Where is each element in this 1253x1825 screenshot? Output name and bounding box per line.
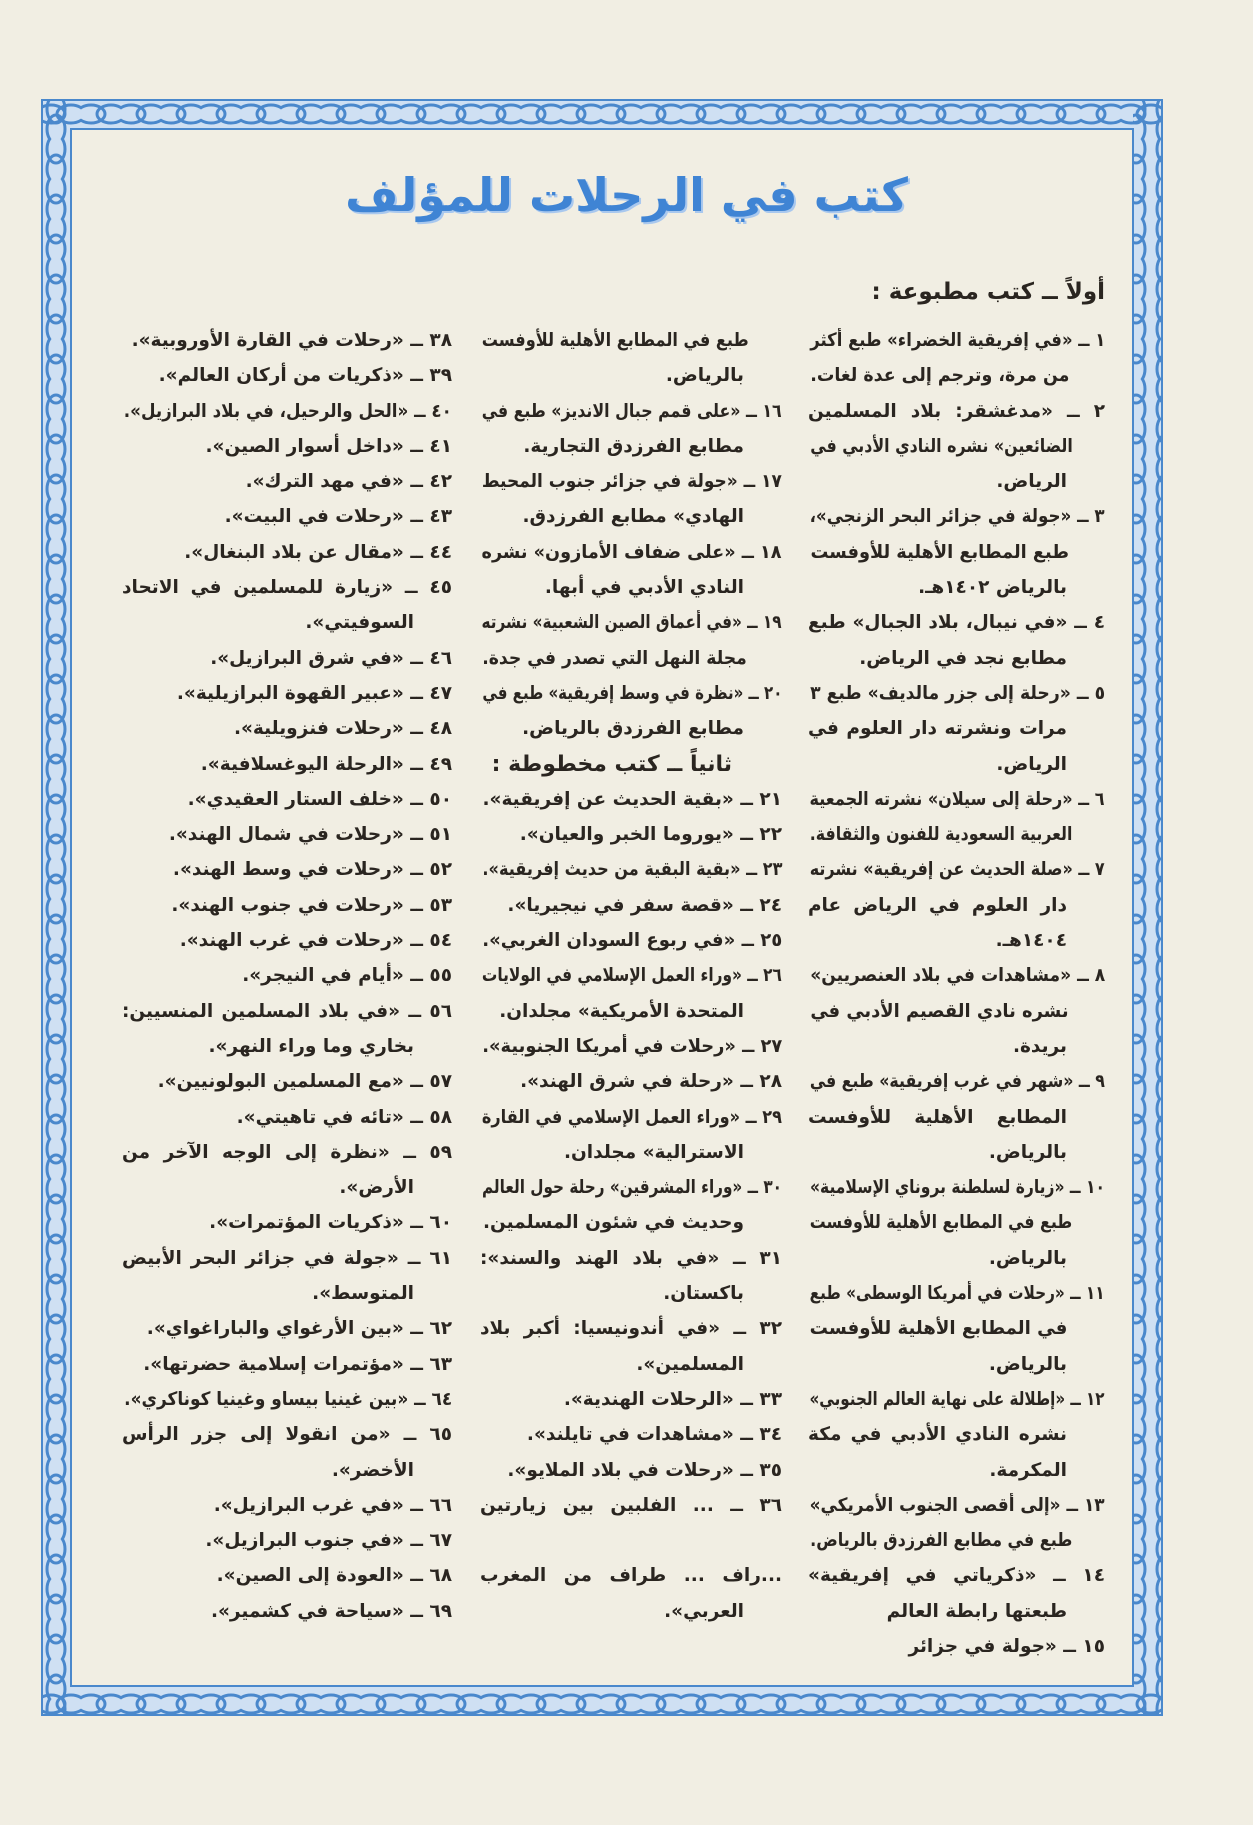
- book-entry-title-line: ٢٩ ــ «وراء العمل الإسلامي في القارة: [481, 1106, 782, 1128]
- book-entry-title-line: ٢٥ ــ «في ربوع السودان الغربي».: [482, 930, 782, 952]
- book-entry-title-line: ٤٧ ــ «عبير القهوة البرازيلية».: [176, 682, 452, 704]
- book-entry: [808, 499, 1105, 605]
- book-entry-continuation-line: الرياض.: [996, 471, 1067, 493]
- book-entry: [480, 1382, 782, 1417]
- book-entry: [122, 1205, 452, 1240]
- book-entry: [480, 1064, 782, 1099]
- book-entry-title-line: ٢٢ ــ «يوروما الخبر والعيان».: [519, 824, 782, 846]
- book-entry: [480, 323, 782, 394]
- book-entry-continuation-line: بالرياض.: [988, 1247, 1067, 1269]
- book-entry-title-line: ٦٠ ــ «ذكريات المؤتمرات».: [209, 1212, 452, 1234]
- book-entry: [122, 394, 452, 429]
- book-entry-title-line: ٤٢ ــ «في مهد الترك».: [245, 471, 452, 493]
- book-entry-continuation-line: المتحدة الأمريكية» مجلدان.: [499, 1000, 744, 1022]
- book-entry-continuation-line: العربية السعودية للفنون والثقافة.: [809, 824, 1073, 846]
- book-entry: [480, 1311, 782, 1382]
- book-entry-continuation-line: طبعتها رابطة العالم: [886, 1600, 1067, 1622]
- book-entry-continuation-line: بالرياض.: [988, 1353, 1067, 1375]
- book-entry-continuation-line: ١٤٠٤هـ.: [995, 930, 1067, 952]
- book-entry: [122, 676, 452, 711]
- book-entry: [808, 323, 1105, 394]
- book-entry: [122, 1347, 452, 1382]
- book-entry-title-line: ١٧ ــ «جولة في جزائر جنوب المحيط: [482, 471, 782, 493]
- book-entry: [122, 1241, 452, 1312]
- book-entry: [480, 464, 782, 535]
- book-entry: [122, 1523, 452, 1558]
- book-entry-title-line: ١ ــ «في إفريقية الخضراء» طبع أكثر: [809, 330, 1105, 351]
- book-entry-continuation-line: النادي الأدبي في أبها.: [544, 577, 744, 599]
- book-entry: [808, 1629, 1105, 1664]
- book-entry-title-line: ٦٣ ــ «مؤتمرات إسلامية حضرتها».: [143, 1353, 452, 1375]
- book-entry-continuation-line: من مرة، وترجم إلى عدة لغات.: [810, 365, 1070, 387]
- book-entry-title-line: ٩ ــ «شهر في غرب إفريقية» طبع في: [810, 1071, 1105, 1093]
- book-entry: [122, 570, 452, 641]
- book-entry-continuation-line: نشره النادي الأدبي في مكة: [808, 1424, 1067, 1446]
- book-entry-title-line: ٥٨ ــ «تائه في تاهيتي».: [236, 1106, 452, 1128]
- book-entry-title-line: ١٥ ــ «جولة في جزائر: [908, 1635, 1105, 1657]
- book-entry: [122, 1311, 452, 1346]
- book-entry: [480, 1558, 782, 1629]
- book-entry-title-line: ٦٨ ــ «العودة إلى الصين».: [216, 1565, 452, 1587]
- book-entry-title-line: ٤٩ ــ «الرحلة اليوغسلافية».: [200, 753, 452, 775]
- book-entry-title-line: ٥٣ ــ «رحلات في جنوب الهند».: [171, 894, 452, 916]
- book-entry-continuation-line: مطابع الفرزدق بالرياض.: [522, 718, 744, 740]
- book-entry-continuation-line: بالرياض.: [988, 1141, 1067, 1163]
- book-entry-title-line: ٥٠ ــ «خلف الستار العقيدي».: [187, 788, 452, 810]
- book-entry-continuation-line: المطابع الأهلية للأوفست: [808, 1106, 1067, 1128]
- book-entry-title-line: ١٨ ــ «على ضفاف الأمازون» نشره: [481, 541, 782, 563]
- book-entry: [480, 676, 782, 747]
- book-entry-title-line: ٤٣ ــ «رحلات في البيت».: [224, 506, 452, 528]
- book-entry-title-line: ٤٠ ــ «الحل والرحيل، في بلاد البرازيل».: [123, 400, 452, 422]
- book-entry-title-line: ٥ ــ «رحلة إلى جزر مالديف» طبع ٣: [809, 682, 1105, 704]
- book-entry-continuation-line: بريدة.: [1012, 1035, 1067, 1057]
- book-entry: [480, 535, 782, 606]
- book-entry: [122, 429, 452, 464]
- book-entry: [480, 605, 782, 676]
- book-entry-title-line: ٥٢ ــ «رحلات في وسط الهند».: [172, 859, 452, 881]
- book-entry-continuation-line: باكستان.: [663, 1283, 744, 1305]
- book-entry-continuation-line: الهادي» مطابع الفرزدق.: [522, 506, 744, 528]
- book-entry-title-line: ٤٥ ــ «زيارة للمسلمين في الاتحاد: [122, 577, 452, 599]
- book-entry-continuation-line: نشره نادي القصيم الأدبي في: [810, 1000, 1069, 1022]
- book-entry-title-line: ٢٦ ــ «وراء العمل الإسلامي في الولايات: [481, 965, 782, 987]
- book-entry: [122, 499, 452, 534]
- book-entry: [122, 923, 452, 958]
- book-entry-title-line: ٣١ ــ «في بلاد الهند والسند»:: [480, 1247, 782, 1269]
- book-entry-title-line: ٤ ــ «في نيبال، بلاد الجبال» طبع: [808, 612, 1105, 634]
- printed-books-column: [808, 270, 1105, 1664]
- book-entry-title-line: ٢٣ ــ «بقية البقية من حديث إفريقية».: [482, 859, 782, 881]
- book-entry-continuation-line: طبع في مطابع الفرزدق بالرياض.: [809, 1530, 1073, 1552]
- book-entry: [808, 852, 1105, 958]
- book-entry-continuation-line: في المطابع الأهلية للأوفست: [809, 1318, 1068, 1340]
- book-entry-continuation-line: بخاري وما وراء النهر».: [208, 1035, 414, 1057]
- book-entry-continuation-line: الضائعين» نشره النادي الأدبي في: [809, 435, 1073, 457]
- book-entry-continuation-line: المكرمة.: [989, 1459, 1067, 1481]
- book-entry-title-line: ٤٨ ــ «رحلات فنزويلية».: [233, 718, 452, 740]
- book-entry-title-line: ٣٣ ــ «الرحلات الهندية».: [563, 1388, 782, 1410]
- book-entry-title-line: ٣٥ ــ «رحلات في بلاد الملايو».: [507, 1459, 782, 1481]
- book-entry-title-line: طبع في المطابع الأهلية للأوفست: [482, 330, 749, 351]
- book-entry-title-line: ٥١ ــ «رحلات في شمال الهند».: [168, 824, 452, 846]
- book-entry-title-line: ٣٠ ــ «وراء المشرقين» رحلة حول العالم: [481, 1177, 782, 1199]
- book-entry: [480, 394, 782, 465]
- book-entry-continuation-line: الأرض».: [339, 1177, 414, 1199]
- book-entry: [122, 535, 452, 570]
- book-entry: [480, 852, 782, 887]
- book-entry-continuation-line: وحديث في شئون المسلمين.: [482, 1212, 744, 1234]
- book-entry-title-line: ...راف ... طراف من المغرب: [480, 1565, 782, 1587]
- book-entry-continuation-line: السوفيتي».: [305, 612, 414, 634]
- book-entry-title-line: ١١ ــ «رحلات في أمريكا الوسطى» طبع: [809, 1283, 1105, 1305]
- book-entry: [480, 1241, 782, 1312]
- book-entry-title-line: ٦١ ــ «جولة في جزائر البحر الأبيض: [122, 1247, 452, 1269]
- book-entry: [808, 958, 1105, 1064]
- book-entry-title-line: ٢٠ ــ «نظرة في وسط إفريقية» طبع في: [482, 682, 782, 704]
- book-entry: [122, 888, 452, 923]
- book-entry: [122, 1594, 452, 1629]
- book-entry: [808, 394, 1105, 500]
- book-entry: [480, 923, 782, 958]
- book-entry-continuation-line: دار العلوم في الرياض عام: [808, 894, 1067, 916]
- book-entry: [808, 1488, 1105, 1559]
- book-entry-title-line: ٣٨ ــ «رحلات في القارة الأوروبية».: [131, 330, 452, 351]
- book-entry: [122, 1382, 452, 1417]
- book-entry-title-line: ٢١ ــ «بقية الحديث عن إفريقية».: [482, 788, 782, 810]
- book-entry-continuation-line: طبع المطابع الأهلية للأوفست: [810, 541, 1069, 563]
- book-entry-title-line: ٥٦ ــ «في بلاد المسلمين المنسيين:: [122, 1000, 452, 1022]
- book-entry: [122, 817, 452, 852]
- book-entry-title-line: ٣٦ ــ ... الفلبين بين زيارتين: [480, 1494, 782, 1516]
- book-entry-title-line: ٥٥ ــ «أيام في النيجر».: [242, 965, 452, 987]
- book-entry-title-line: ٥٤ ــ «رحلات في غرب الهند».: [179, 930, 452, 952]
- book-entry-title-line: ١٩ ــ «في أعماق الصين الشعبية» نشرته: [482, 612, 782, 634]
- book-entry: [122, 1135, 452, 1206]
- book-entry-continuation-line: طبع في المطابع الأهلية للأوفست: [810, 1212, 1073, 1234]
- book-entry-title-line: ٣٢ ــ «في أندونيسيا: أكبر بلاد: [480, 1318, 782, 1340]
- book-entry: [480, 1488, 782, 1559]
- book-entry-title-line: ٣ ــ «جولة في جزائر البحر الزنجي»،: [810, 506, 1105, 528]
- book-entry: [122, 782, 452, 817]
- book-entry: [480, 782, 782, 817]
- book-entry: [808, 605, 1105, 676]
- book-entry: [122, 323, 452, 358]
- book-entry-title-line: ٣٤ ــ «مشاهدات في تايلند».: [526, 1424, 782, 1446]
- book-entry-title-line: ٦ ــ «رحلة إلى سيلان» نشرته الجمعية: [810, 788, 1105, 810]
- book-entry-continuation-line: مطابع نجد في الرياض.: [859, 647, 1067, 669]
- book-entry-title-line: ٨ ــ «مشاهدات في بلاد العنصريين»: [809, 965, 1105, 987]
- book-entry-title-line: ٢٧ ــ «رحلات في أمريكا الجنوبية».: [481, 1035, 782, 1057]
- book-entry: [480, 1029, 782, 1064]
- book-entry: [480, 1453, 782, 1488]
- section-heading-printed-books: أولاً ــ كتب مطبوعة :: [871, 279, 1105, 305]
- book-entry-continuation-line: [480, 1523, 782, 1558]
- book-entry: [808, 1170, 1105, 1276]
- book-entry-title-line: ٦٥ ــ «من انقولا إلى جزر الرأس: [122, 1424, 452, 1446]
- book-entry: [122, 464, 452, 499]
- middle-column: [480, 323, 782, 1629]
- manuscripts-left-column: [122, 323, 452, 1629]
- book-entry: [808, 1382, 1105, 1488]
- book-entry-continuation-line: بالرياض ١٤٠٢هـ.: [918, 577, 1067, 599]
- book-entry: [808, 1276, 1105, 1382]
- book-entry: [122, 1558, 452, 1593]
- book-entry-continuation-line: بالرياض.: [665, 365, 744, 387]
- book-entry: [122, 1100, 452, 1135]
- book-entry: [122, 994, 452, 1065]
- book-entry-title-line: ١٢ ــ «إطلالة على نهاية العالم الجنوبي»: [809, 1388, 1105, 1410]
- book-entry-continuation-line: الرياض.: [996, 753, 1067, 775]
- book-entry: [122, 1488, 452, 1523]
- book-entry-title-line: ٦٦ ــ «في غرب البرازيل».: [213, 1494, 452, 1516]
- book-entry: [480, 1100, 782, 1171]
- book-entry-title-line: ٦٤ ــ «بين غينيا بيساو وغينيا كوناكري».: [123, 1388, 452, 1410]
- book-entry-continuation-line: مرات ونشرته دار العلوم في: [808, 718, 1067, 740]
- book-entry-title-line: ٢ ــ «مدغشقر: بلاد المسلمين: [808, 400, 1105, 422]
- book-entry-title-line: ١٤ ــ «ذكرياتي في إفريقية»: [808, 1565, 1105, 1587]
- book-entry: [480, 1417, 782, 1452]
- book-entry-continuation-line: الاسترالية» مجلدان.: [563, 1141, 744, 1163]
- book-entry-continuation-line: العربي».: [664, 1600, 744, 1622]
- book-entry-title-line: ٢٨ ــ «رحلة في شرق الهند».: [520, 1071, 782, 1093]
- book-entry-title-line: ٤٦ ــ «في شرق البرازيل».: [210, 647, 452, 669]
- book-entry: [122, 852, 452, 887]
- book-entry-title-line: ٦٢ ــ «بين الأرغواي والباراغواي».: [146, 1318, 452, 1340]
- book-entry: [122, 641, 452, 676]
- book-entry: [122, 358, 452, 393]
- book-entry: [808, 676, 1105, 782]
- book-entry: [808, 782, 1105, 853]
- book-entry: [122, 1417, 452, 1488]
- book-entry-title-line: ٦٩ ــ «سياحة في كشمير».: [210, 1600, 452, 1622]
- book-entry-title-line: ٤١ ــ «داخل أسوار الصين».: [205, 435, 452, 457]
- book-entry-title-line: ١٦ ــ «على قمم جبال الانديز» طبع في: [482, 400, 782, 422]
- book-entry-title-line: ١٠ ــ «زيارة لسلطنة بروناي الإسلامية»: [810, 1177, 1105, 1199]
- book-entry-title-line: ٥٧ ــ «مع المسلمين البولونيين».: [157, 1071, 452, 1093]
- section-heading-manuscripts: ثانياً ــ كتب مخطوطة :: [491, 751, 732, 777]
- page-title: كتب في الرحلات للمؤلف: [345, 168, 908, 222]
- book-entry-continuation-line: المسلمين».: [636, 1353, 744, 1375]
- book-entry-title-line: ٤٤ ــ «مقال عن بلاد البنغال».: [184, 541, 452, 563]
- book-entry-continuation-line: مطابع الفرزدق التجارية.: [523, 435, 744, 457]
- book-entry: [122, 958, 452, 993]
- book-entry-title-line: ٣٩ ــ «ذكريات من أركان العالم».: [158, 365, 452, 387]
- book-entry-continuation-line: الأخضر».: [331, 1459, 414, 1481]
- book-entry-title-line: ٦٧ ــ «في جنوب البرازيل».: [205, 1530, 452, 1552]
- book-entry: [808, 1064, 1105, 1170]
- book-entry: [122, 747, 452, 782]
- book-entry-title-line: ٧ ــ «صلة الحديث عن إفريقية» نشرته: [809, 859, 1105, 881]
- book-entry: [122, 711, 452, 746]
- book-entry: [808, 1558, 1105, 1629]
- book-entry: [480, 888, 782, 923]
- book-entry: [480, 817, 782, 852]
- book-entry-title-line: ٥٩ ــ «نظرة إلى الوجه الآخر من: [122, 1141, 452, 1163]
- book-entry: [480, 1170, 782, 1241]
- book-entry-title-line: ٢٤ ــ «قصة سفر في نيجيريا».: [507, 894, 782, 916]
- book-entry-continuation-line: مجلة النهل التي تصدر في جدة.: [481, 647, 747, 669]
- book-entry: [122, 1064, 452, 1099]
- book-entry-title-line: ١٣ ــ «إلى أقصى الجنوب الأمريكي»: [809, 1494, 1105, 1516]
- book-entry-continuation-line: المتوسط».: [312, 1283, 414, 1305]
- book-entry: [480, 958, 782, 1029]
